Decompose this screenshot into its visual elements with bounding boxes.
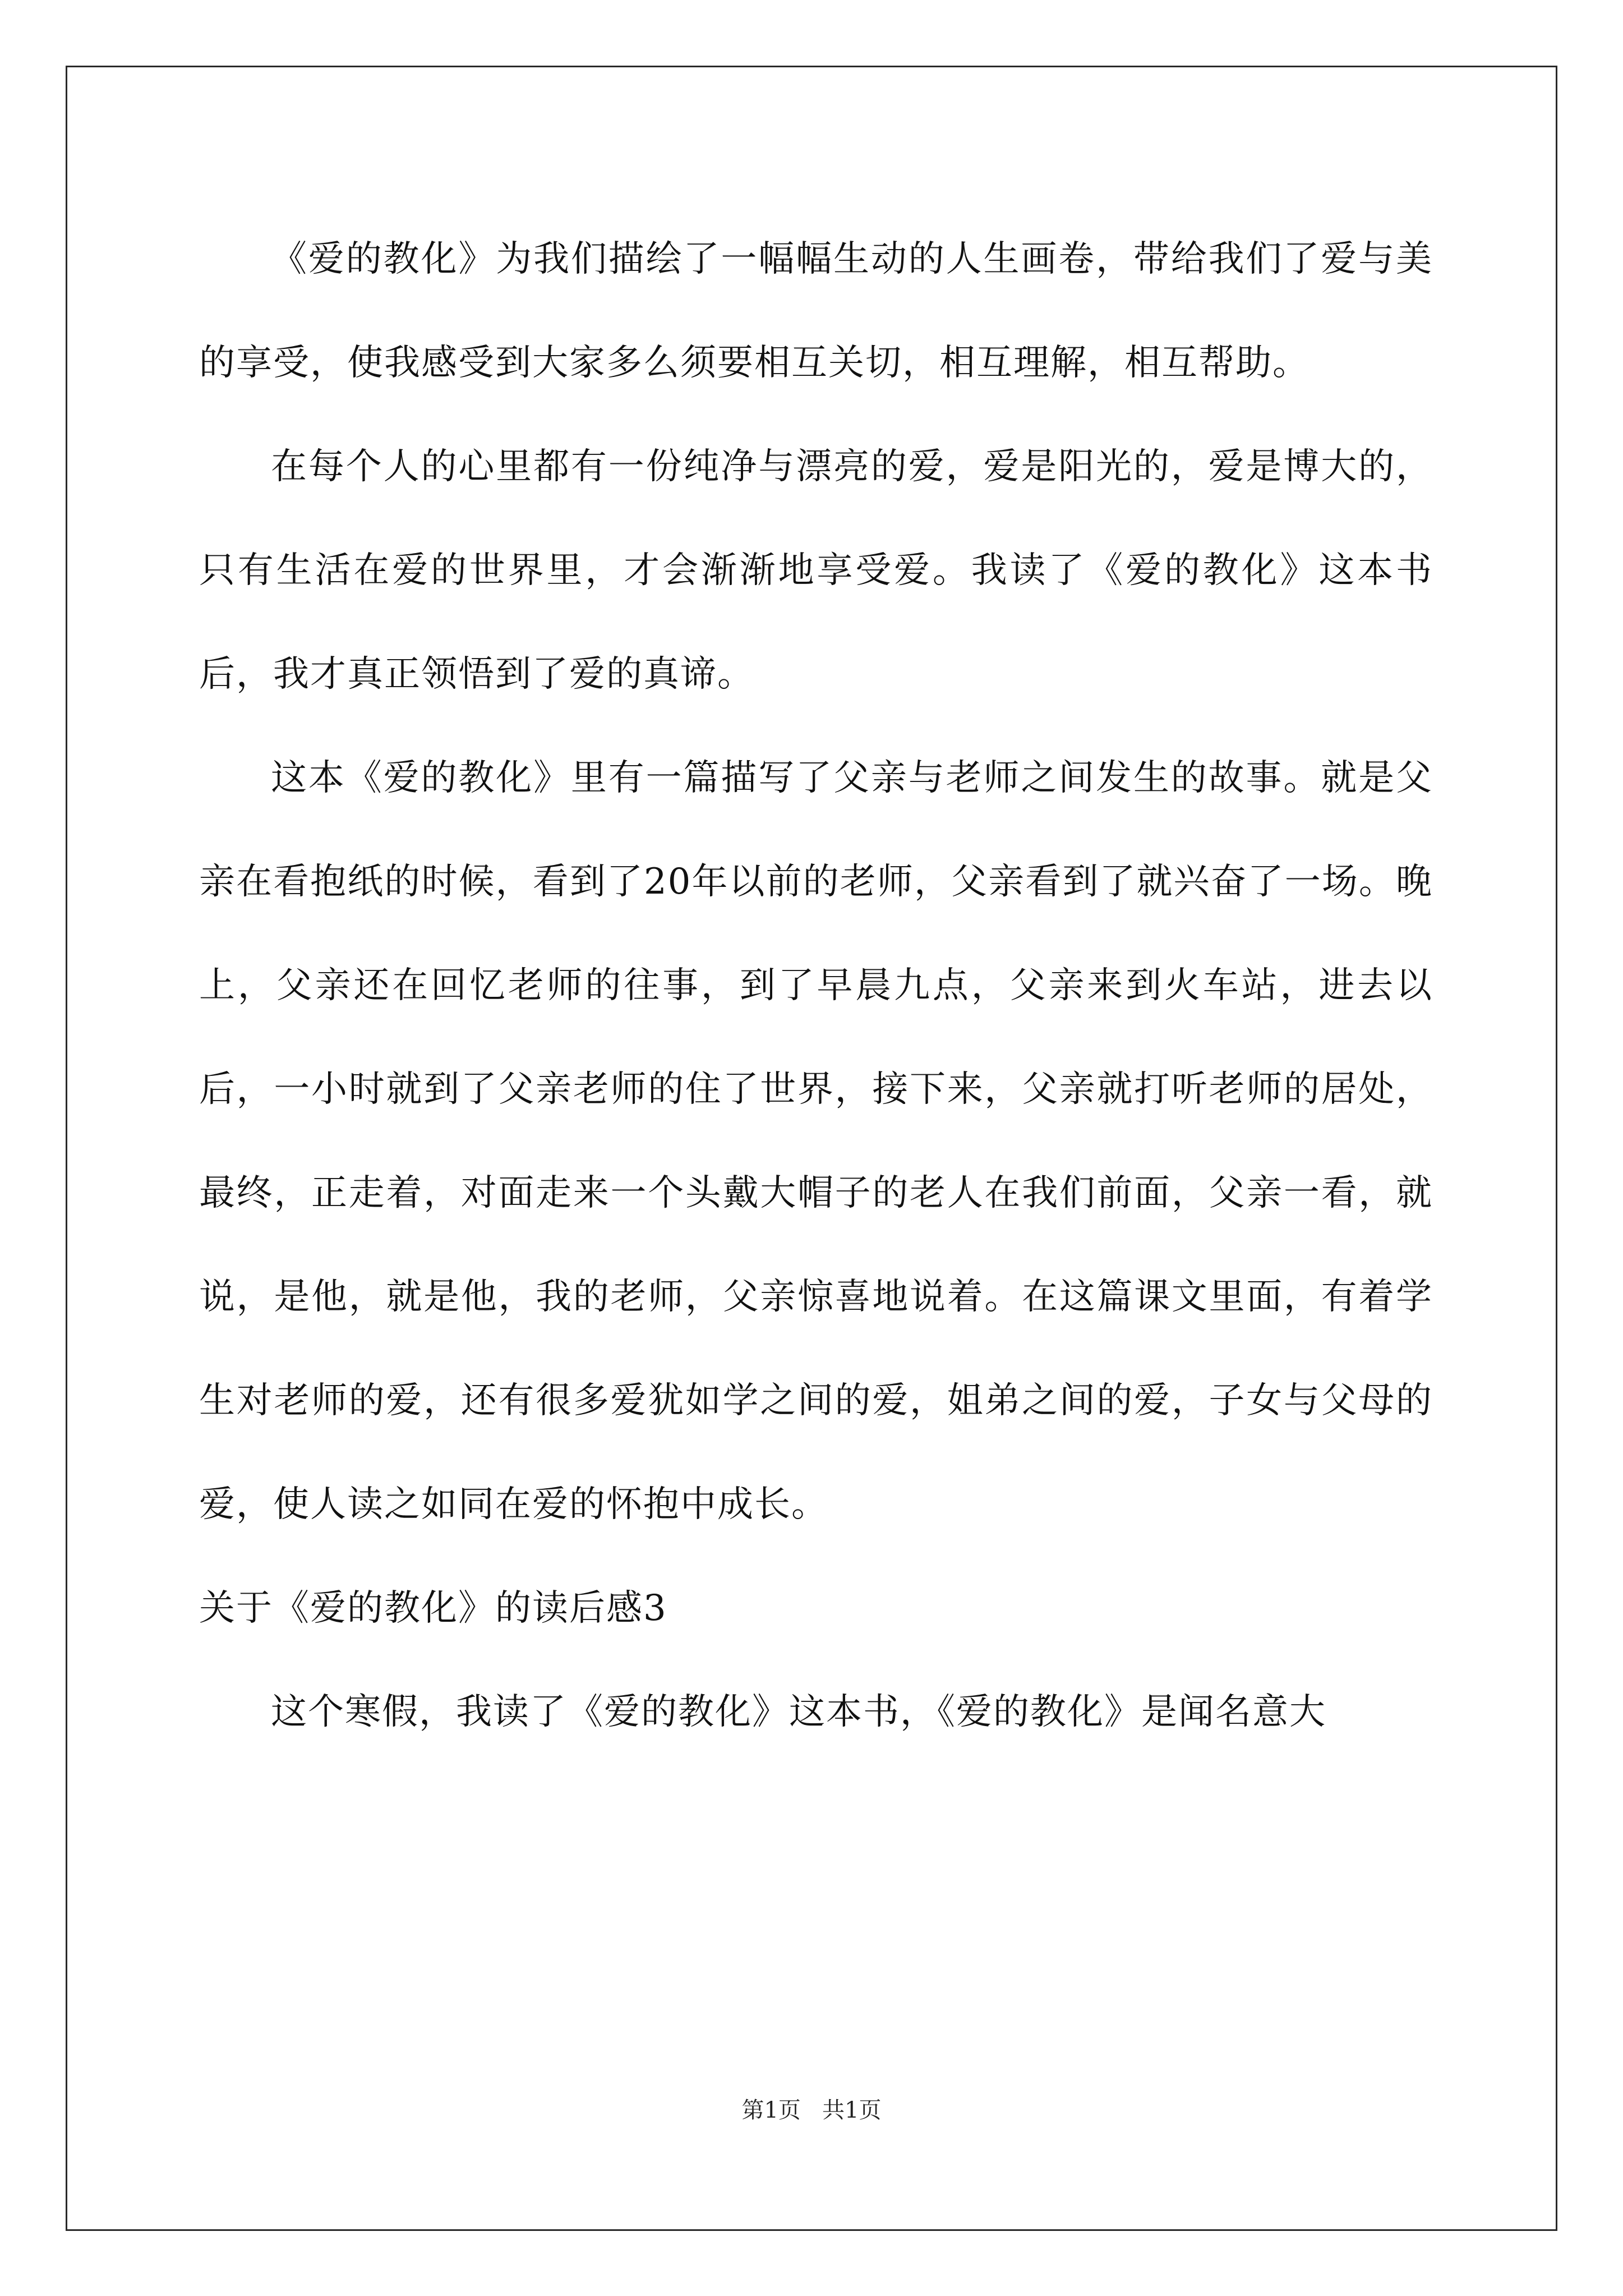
paragraph-2: 在每个人的心里都有一份纯净与漂亮的爱，爱是阳光的，爱是博大的，只有生活在爱的世界里，才会渐渐地享受爱。我读了《爱的教化》这本书后，我才真正领悟到了爱的真谛。 [199,446,1433,695]
paragraph-1: 《爱的教化》为我们描绘了一幅幅生动的人生画卷，带给我们了爱与美的享受，使我感受到大家多么须要相互关切，相互理解，相互帮助。 [199,238,1433,384]
paragraph-3: 这本《爱的教化》里有一篇描写了父亲与老师之间发生的故事。就是父亲在看抱纸的时候，看到了20年以前的老师，父亲看到了就兴奋了一场。晚上，父亲还在回忆老师的往事，到了早晨九点，父亲来到火车站，进去以后，一小时就到了父亲老师的住了世界，接下来，父亲就打听老师的居处，最终，正走着，对面走来一个头戴大帽子的老人在我们前面，父亲一看，就说，是他，就是他，我的老师，父亲惊喜地说着。在这篇课文里面，有着学生对老师的爱，还有很多爱犹如学之间的爱，姐弟之间的爱，子女与父母的爱，使人读之如同在爱的怀抱中成长。 [199,757,1433,1525]
document-body [199,208,1433,1764]
paragraph-4: 这个寒假，我读了《爱的教化》这本书，《爱的教化》是闻名意大 [271,1691,1326,1733]
page-number-footer: 第1页 共1页 [741,2097,882,2123]
section-heading: 关于《爱的教化》的读后感3 [199,1588,667,1629]
